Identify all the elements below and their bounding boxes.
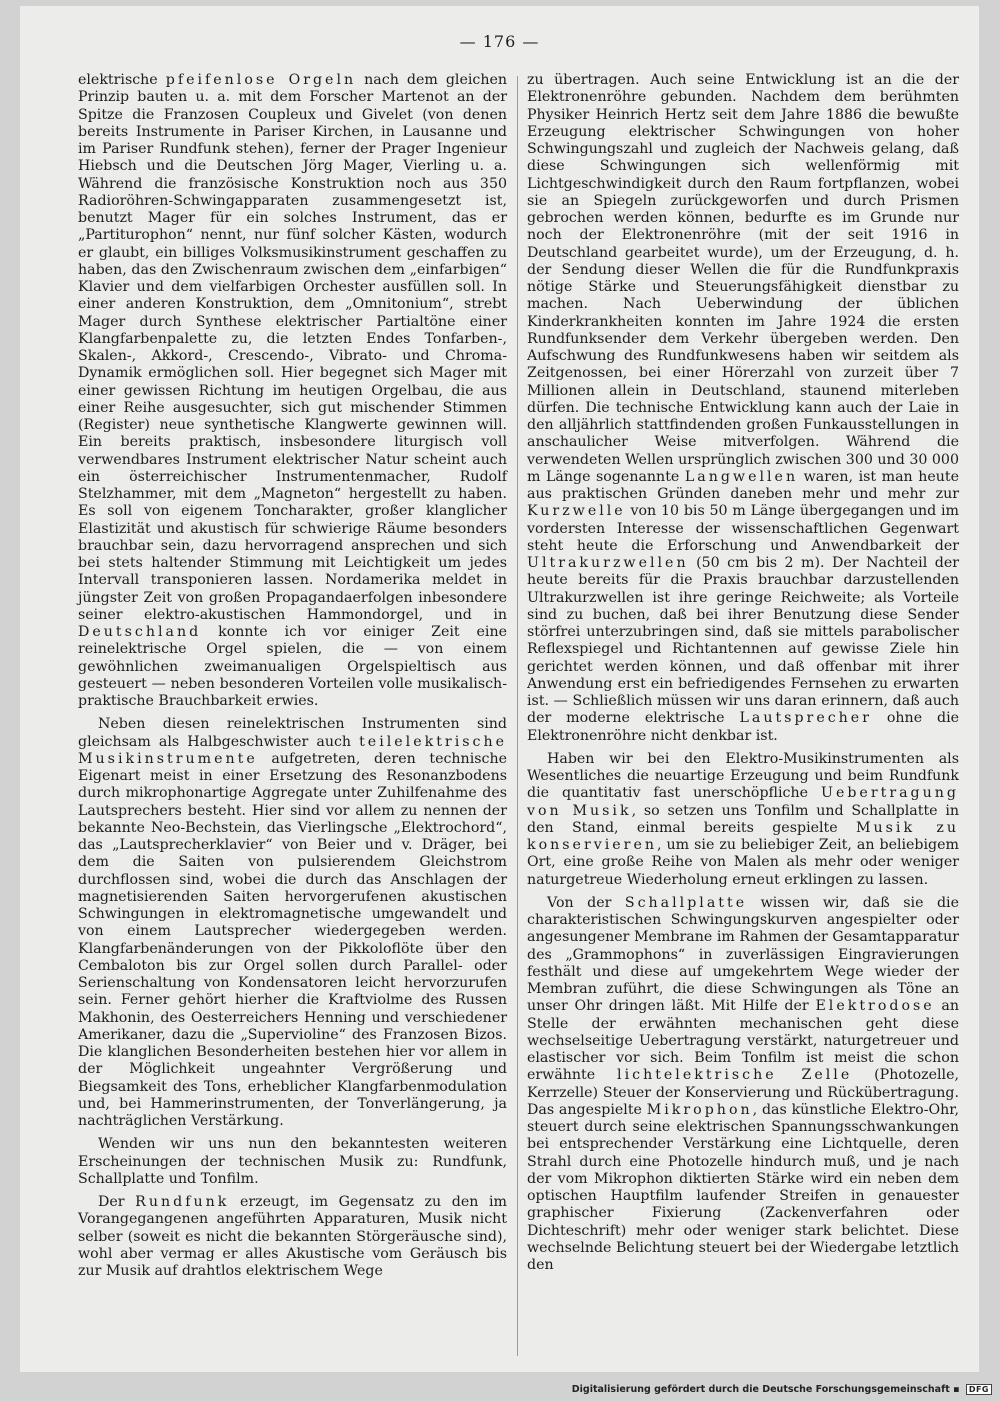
text-run: an Stelle der erwähnten mechanischen geht diese wechselseitige Uebertragung verstärkt, naturgetreuer und elastischer vor sich. Beim Tonfilm ist meist die schon erwähnte xyxy=(527,998,960,1084)
emphasized-term: Elektrodose xyxy=(815,998,935,1015)
funding-footer xyxy=(572,1384,992,1395)
paragraph xyxy=(78,72,507,710)
emphasized-term: Musik zu konservieren xyxy=(527,819,959,853)
text-run: aufgetreten, deren technische Eigenart meist in einer Ersetzung des Resonanzbodens durch mikrophonartige Aggregate unter Zuhilfenahme des Lautsprechers besteht. Hier sind vor allem zu nennen der bekannte Neo-Bechstein, das Vierlingsche „Elektrochord“, das „Lautsprecherklavier“ von Beier und v. Dräger, bei dem die Saiten von pulsierendem Gleichstrom durchflossen sind, wobei die durch das Anschlagen der magnetisierenden Saiten hervorgerufenen akustischen Schwingungen in elektromagnetische umgewandelt und von einem Lautsprecher wiedergegeben werden. Klangfarbenänderungen von der Pikkoloflöte über den Cembaloton bis zur Orgel sollen durch Parallel- oder Serienschaltung von Kondensatoren leicht hervorzurufen sein. Ferner gehört hierher die Kraftviolme des Russen Makhonin, des Oesterreichers Henning und verschiedener Amerikaner, dazu die „Supervioline“ des Franzosen Bizos. Die klanglichen Besonderheiten bestehen hier vor allem in der Möglichkeit ungeahnter Vergrößerung und Biegsamkeit des Tons, erheblicher Klangfarbenmodulation und, bei Hammerinstrumenten, der Tonverlängerung, ja nachträglichen Verstärkung. xyxy=(78,750,507,1129)
separator-dot: ▪ xyxy=(953,1384,960,1395)
text-run: (50 cm bis 2 m). Der Nachteil der heute bereits für die Praxis brauchbar darzustellenden Ultrakurzwellen ist ihre geringe Reichweite; als Vorteile sind zu buchen, daß bei ihrer Benutzung diese Sender störfrei unterzubringen sind, daß sie mittels parabolischer Reflexspiegel und Richtantennen auf gewisse Ziele hin gerichtet werden können, und daß offenbar mit ihrer Anwendung erst ein befriedigendes Fernsehen zu erwarten ist. — Schließlich müssen wir uns daran erinnern, daß auch der moderne elektrische xyxy=(527,555,959,727)
text-run: elektrische xyxy=(78,72,166,88)
emphasized-term: Lautsprecher xyxy=(739,710,872,727)
text-run: ohne die Elektronenröhre nicht denkbar ist. xyxy=(527,710,960,744)
paragraph xyxy=(78,1136,507,1188)
text-run: Von der xyxy=(547,894,625,911)
emphasized-term: Mikrophon xyxy=(646,1101,753,1118)
dfg-logo: DFG xyxy=(966,1384,992,1395)
text-run: wissen wir, daß sie die charakteristischen Schwingungskurven angespielter oder angesungener Membrane im Rahmen der Gesamtapparatur des „Grammophons“ in zuverlässigen Eingravierungen festhält und diese auf umgekehrtem Wege wieder der Membran zuführt, die diese Schwingungen als Töne an unser Ohr dringen läßt. Mit Hilfe der xyxy=(527,894,959,1015)
right-column xyxy=(527,72,959,1274)
emphasized-term: Kurzwelle xyxy=(527,503,626,520)
emphasized-term: Schallplatte xyxy=(624,894,748,911)
left-column xyxy=(78,72,507,1280)
text-run: waren, ist man heute aus praktischen Gründen daneben mehr und mehr zur xyxy=(527,468,959,502)
text-run: , das künstliche Elektro-Ohr, steuert durch seine elektrischen Spannungsschwankungen bei entsprechender Verstärkung eine Lichtquelle, deren Strahl durch eine Photozelle hindurch muß, und je nach der vom Mikrophon diktierten Stärke wird ein neben dem optischen Hauptfilm laufender Streifen in genauester graphischer Fixierung (Zackenverfahren oder Dichteschrift) mehr oder weniger stark belichtet. Diese wechselnde Belichtung steuert bei der Wiedergabe letztlich den xyxy=(527,1101,959,1273)
emphasized-term: Deutschland xyxy=(78,624,202,640)
page-number: — 176 — xyxy=(459,32,540,51)
paragraph xyxy=(78,1194,507,1280)
paragraph xyxy=(78,716,507,1130)
text-run: Der xyxy=(98,1194,136,1210)
emphasized-term: Uebertragung von Musik xyxy=(527,785,959,819)
emphasized-term: teilelektrische Musikinstrumente xyxy=(78,733,507,767)
text-run: , so setzen uns Tonfilm und Schallplatte in den Stand, einmal bereits gespielte xyxy=(527,802,959,836)
paragraph xyxy=(527,895,959,1275)
emphasized-term: Langwellen xyxy=(684,468,799,485)
text-run: Haben wir bei den Elektro-Musikinstrumenten als Wesentliches die neuartige Erzeugung und beim Rundfunk die quantitativ fast unerschöpfliche xyxy=(527,750,959,802)
text-run: erzeugt, im Gegensatz zu den im Vorangegangenen angeführten Apparaturen, Musik nicht selber (soweit es nicht die bekannten Störgeräusche sind), wohl aber vermag er alles Akustische vom Geräusch bis zur Musik auf drahtlos elektrischem Wege xyxy=(78,1194,507,1279)
paragraph xyxy=(527,751,959,889)
text-run: konnte ich vor einiger Zeit eine reinelektrische Orgel spielen, die — von einem gewöhnlichen zweimanualigen Orgelspieltisch aus gesteuert — neben besonderen Vorteilen volle musikalisch-praktische Brauchbarkeit erwies. xyxy=(78,624,507,709)
text-run: Neben diesen reinelektrischen Instrumenten sind gleichsam als Halbgeschwister auch xyxy=(78,716,507,750)
scanned-page xyxy=(20,6,979,1372)
text-run: zu übertragen. Auch seine Entwicklung ist an die der Elektronenröhre gebunden. Nachdem dem berühmten Physiker Heinrich Hertz seit dem Jahre 1886 die bewußte Erzeugung elektrischer Schwingungen von hoher Schwingungszahl und zugleich der Nachweis gelang, daß diese Schwingungen sich wellenförmig mit Lichtgeschwindigkeit durch den Raum fortpflanzen, wobei sie an Spiegeln zurückgeworfen und durch Prismen gebrochen werden können, bedurfte es im Grunde nur noch der Elektronenröhre (mit der seit 1916 in Deutschland gearbeitet wurde), um der Erzeugung, d. h. der Sendung dieser Wellen die für die Rundfunkpraxis nötige Stärke und Steuerungsfähigkeit dienstbar zu machen. Nach Ueberwindung der üblichen Kinderkrankheiten konnten im Jahre 1924 die ersten Rundfunksender dem Verkehr übergeben werden. Den Aufschwung des Rundfunkwesens haben wir seitdem als Zeitgenossen, bei einer Hörerzahl von zurzeit über 7 Millionen allein in Deutschland, staunend miterleben dürfen. Die technische Entwicklung kann auch der Laie in den alljährlich stattfindenden großen Funkausstellungen in anschaulicher Weise mitverfolgen. Während die verwendeten Wellen ursprünglich zwischen 300 und 30 000 m Länge sogenannte xyxy=(527,72,959,485)
emphasized-term: pfeifenlose Orgeln xyxy=(165,72,357,88)
column-divider xyxy=(517,76,518,1356)
text-run: Wenden wir uns nun den bekanntesten weiteren Erscheinungen der technischen Musik zu: Rundfunk, Schallplatte und Tonfilm. xyxy=(78,1136,507,1187)
text-run: nach dem gleichen Prinzip bauten u. a. mit dem Forscher Martenot an der Spitze die Franzosen Coupleux und Givelet (von denen bereits Instrumente in Pariser Kirchen, in Lausanne und im Pariser Rundfunk stehen), ferner der Prager Ingenieur Hiebsch und die Deutschen Jörg Mager, Vierling u. a. Während die französische Konstruktion noch aus 350 Radioröhren-Schwingapparaten zusammengesetzt ist, benutzt Mager für ein solches Instrument, das er „Partiturophon“ nennt, nur fünf solcher Kästen, wodurch er glaubt, ein billiges Volksmusikinstrument geschaffen zu haben, das den Zwischenraum zwischen dem „einfarbigen“ Klavier und dem vielfarbigen Orchester ausfüllen soll. In einer anderen Konstruktion, dem „Omnitonium“, strebt Mager durch Synthese elektrischer Partialtöne einer Klangfarbenpalette zu, die letzten Endes Tonfarben-, Skalen-, Akkord-, Crescendo-, Vibrato- und Chroma-Dynamik ermöglichen soll. Hier begegnet sich Mager mit einer gewissen Richtung im heutigen Orgelbau, die aus einer Reihe ausgesuchter, sich gut mischender Stimmen (Register) neue synthetische Klangwerte gewinnen will. Ein bereits praktisch, insbesondere liturgisch voll verwendbares Instrument elektrischer Natur scheint auch ein österreichischer Instrumentenmacher, Rudolf Stelzhammer, mit dem „Magneton“ hergestellt zu haben. Es soll von eigenem Toncharakter, großer klanglicher Elastizität und akustisch für schwierige Räume besonders brauchbar sein, dazu hervorragend ansprechen und sich bei stets haltender Stimmung mit Leichtigkeit um jedes Intervall transponieren lassen. Nordamerika meldet in jüngster Zeit von großen Propagandaerfolgen inbesondere seiner elektro-akustischen Hammondorgel, und in xyxy=(78,72,507,623)
emphasized-term: lichtelektrische Zelle xyxy=(617,1067,853,1084)
text-run: , um sie zu beliebiger Zeit, an beliebigem Ort, eine große Reihe von Malen als mehr oder weniger naturgetreue Wiederholung erneut erklingen zu lassen. xyxy=(527,837,959,888)
text-run: von 10 bis 50 m Länge übergegangen und im vordersten Interesse der wissenschaftlichen Gegenwart steht heute die Erforschung und Anwendbarkeit der xyxy=(527,503,959,554)
funding-note: Digitalisierung gefördert durch die Deutsche Forschungsgemeinschaft xyxy=(571,1384,950,1395)
emphasized-term: Rundfunk xyxy=(135,1194,230,1210)
text-run: (Photozelle, Kerrzelle) Steuer der Konservierung und Rückübertragung. Das angespielte xyxy=(527,1067,959,1118)
emphasized-term: Ultrakurzwellen xyxy=(527,555,689,571)
paragraph xyxy=(527,72,959,745)
